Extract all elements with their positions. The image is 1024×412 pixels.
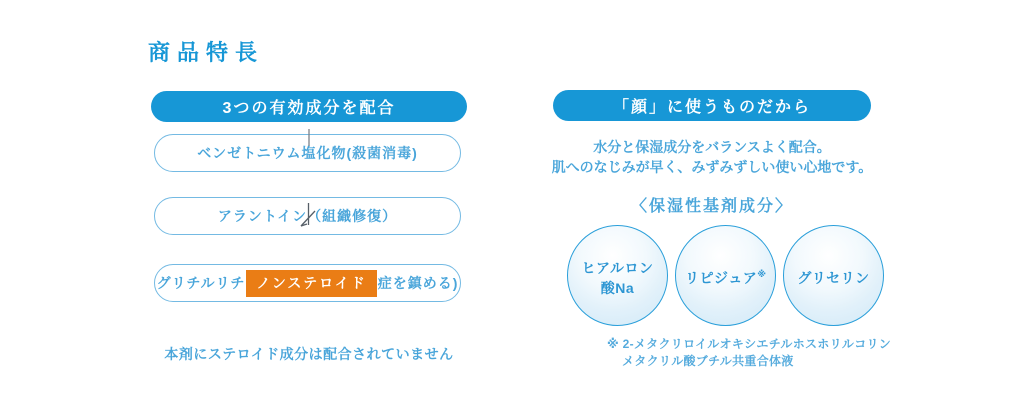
moisturizer-circle-lipidure [675, 225, 776, 326]
ingredient-label-right: 症を鎮める) [377, 275, 459, 291]
moisturizer-label [797, 264, 869, 288]
moisturizing-base-subheading: 〈保湿性基剤成分〉 [630, 198, 793, 215]
lipidure-footnote [607, 336, 891, 370]
moisture-description [540, 137, 884, 177]
moisturizer-circle-hyaluronic [567, 225, 668, 326]
ingredient-pill-benzethonium [154, 134, 461, 172]
non-steroid-badge: ノンステロイド [246, 270, 376, 297]
footnote-line-2: メタクリル酸ブチル共重合体液 [622, 354, 794, 368]
ingredient-label: アラントイン（組織修復） [217, 208, 398, 224]
ingredient-label-left: グリチルリチ [156, 275, 246, 291]
moisturizer-name: グリセリン [797, 269, 870, 286]
description-line-2: 肌へのなじみが早く、みずみずしい使い心地です。 [551, 159, 873, 175]
page-title: 商品特長 [148, 40, 265, 65]
ingredient-pill-glycyrrhizinate [154, 264, 461, 302]
footnote-line-1: ※ 2-メタクリロイルオキシエチルホスホリルコリン [607, 337, 892, 351]
ingredient-pill-allantoin [154, 197, 461, 235]
ingredient-label: ベンゼトニウム塩化物(殺菌消毒) [197, 145, 418, 161]
active-ingredients-banner: 3つの有効成分を配合 [151, 91, 467, 122]
face-use-banner: 「顔」に使うものだから [553, 90, 871, 121]
steroid-free-note: 本剤にステロイド成分は配合されていません [164, 346, 454, 362]
description-line-1: 水分と保湿成分をバランスよく配合。 [593, 139, 831, 155]
moisturizer-name: リピジュア [685, 269, 758, 286]
moisturizer-name-line2: 酸Na [600, 279, 635, 296]
footnote-marker: ※ [757, 268, 766, 279]
moisturizer-label [685, 264, 766, 288]
moisturizer-label [582, 254, 654, 298]
moisturizer-name: ヒアルロン [581, 259, 654, 276]
moisturizer-circle-glycerin [783, 225, 884, 326]
